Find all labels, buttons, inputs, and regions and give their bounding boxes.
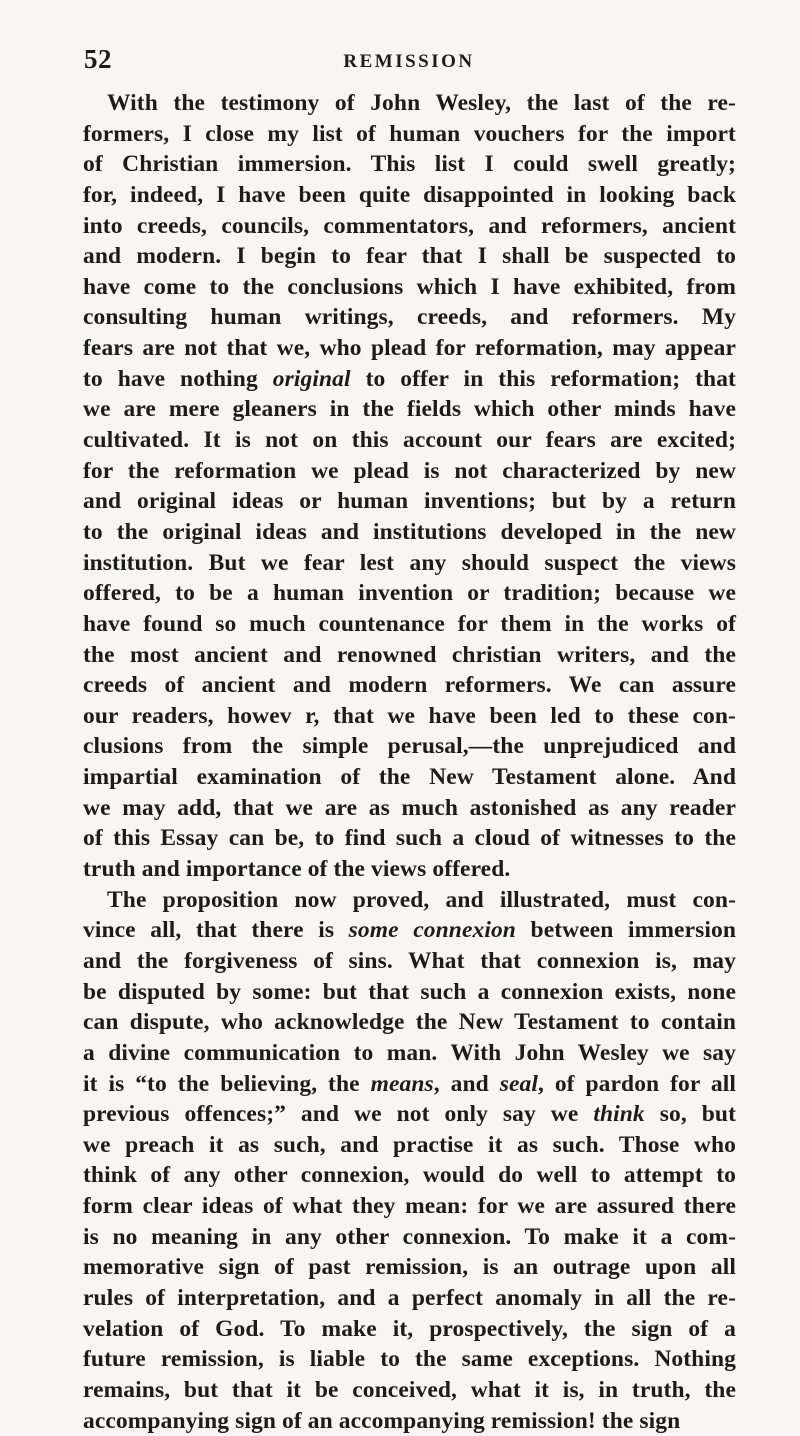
text-line: [83, 793, 736, 824]
text-segment: and the forgiveness of sins. What that connexion is, may: [83, 947, 736, 974]
italic-text: seal: [499, 1070, 538, 1097]
text-line: [83, 119, 736, 150]
italic-text: some connexion: [348, 917, 516, 944]
text-segment: previous offences;” and we not only say we: [83, 1101, 594, 1128]
text-line: [83, 394, 736, 425]
text-segment: can dispute, who acknowledge the New Testament to contain: [83, 1009, 736, 1036]
text-line: [83, 364, 736, 395]
text-segment: The proposition now proved, and illustrated, must con-: [107, 886, 736, 913]
text-line: [83, 1314, 736, 1345]
text-line: [83, 701, 736, 732]
text-segment: consulting human writings, creeds, and reformers. My: [83, 304, 736, 331]
text-line: [83, 946, 736, 977]
text-segment: institution. But we fear lest any should suspect the views: [83, 549, 736, 576]
text-segment: clusions from the simple perusal,—the unprejudiced and: [83, 733, 736, 760]
text-segment: of this Essay can be, to find such a cloud of witnesses to the: [83, 825, 736, 852]
text-segment: and original ideas or human inventions; but by a return: [83, 488, 736, 515]
running-head: REMISSION: [343, 51, 475, 72]
text-segment: we preach it as such, and practise it as such. Those who: [83, 1131, 736, 1158]
text-segment: of Christian immersion. This list I could swell greatly;: [83, 151, 736, 178]
body-text: [83, 88, 736, 1436]
text-segment: , of pardon for all: [537, 1070, 736, 1097]
text-segment: fears are not that we, who plead for reformation, may appear: [83, 335, 736, 362]
text-line: [83, 1038, 736, 1069]
text-line: [83, 88, 736, 119]
text-line: [83, 333, 736, 364]
text-segment: form clear ideas of what they mean: for we are assured there: [83, 1193, 736, 1220]
text-line: [83, 1069, 736, 1100]
text-line: [83, 670, 736, 701]
text-segment: , and: [433, 1070, 500, 1097]
text-line: [83, 854, 736, 885]
text-segment: is no meaning in any other connexion. To make it a com-: [83, 1223, 736, 1250]
text-segment: truth and importance of the views offered.: [83, 856, 511, 883]
text-line: [83, 1160, 736, 1191]
text-segment: memorative sign of past remission, is an outrage upon all: [83, 1254, 736, 1281]
text-segment: With the testimony of John Wesley, the last of the re-: [107, 90, 736, 116]
text-segment: we may add, that we are as much astonished as any reader: [83, 794, 736, 821]
text-line: [83, 486, 736, 517]
text-line: [83, 1222, 736, 1253]
text-segment: our readers, howev r, that we have been led to these con-: [83, 702, 736, 729]
text-line: [83, 425, 736, 456]
text-line: [83, 977, 736, 1008]
text-segment: to have nothing: [83, 365, 273, 392]
text-line: [83, 1344, 736, 1375]
text-line: [83, 823, 736, 854]
text-line: [83, 1007, 736, 1038]
text-line: [83, 578, 736, 609]
text-line: [83, 1375, 736, 1406]
text-segment: future remission, is liable to the same exceptions. Nothing: [83, 1346, 736, 1373]
text-segment: remains, but that it be conceived, what it is, in truth, the: [83, 1376, 736, 1403]
text-line: [83, 272, 736, 303]
text-line: [83, 640, 736, 671]
text-segment: accompanying sign of an accompanying remission! the sign: [83, 1407, 681, 1434]
text-line: [83, 149, 736, 180]
text-segment: have come to the conclusions which I have exhibited, from: [83, 273, 736, 300]
text-segment: impartial examination of the New Testament alone. And: [83, 764, 736, 791]
text-segment: creeds of ancient and modern reformers. We can assure: [83, 672, 736, 699]
text-line: [83, 915, 736, 946]
page-header: [84, 44, 734, 84]
text-segment: to the original ideas and institutions developed in the new: [83, 518, 736, 545]
italic-text: think: [593, 1101, 645, 1128]
text-line: [83, 241, 736, 272]
italic-text: means: [370, 1070, 434, 1097]
italic-text: original: [272, 365, 351, 392]
text-segment: velation of God. To make it, prospectively, the sign of a: [83, 1315, 736, 1342]
text-line: [83, 180, 736, 211]
text-line: [83, 885, 736, 916]
text-segment: be disputed by some: but that such a connexion exists, none: [83, 978, 736, 1005]
text-segment: vince all, that there is: [83, 917, 349, 944]
text-segment: offered, to be a human invention or tradition; because we: [83, 580, 736, 607]
text-line: [83, 1130, 736, 1161]
text-line: [83, 456, 736, 487]
page-number: 52: [84, 44, 112, 74]
text-segment: cultivated. It is not on this account our fears are excited;: [83, 427, 736, 454]
text-line: [83, 1191, 736, 1222]
text-line: [83, 1283, 736, 1314]
text-segment: have found so much countenance for them in the works of: [83, 610, 736, 637]
text-line: [83, 517, 736, 548]
text-line: [83, 211, 736, 242]
text-segment: for the reformation we plead is not characterized by new: [83, 457, 736, 484]
text-segment: into creeds, councils, commentators, and reformers, ancient: [83, 212, 736, 239]
text-segment: a divine communication to man. With John Wesley we say: [83, 1039, 736, 1066]
text-line: [83, 1099, 736, 1130]
text-line: [83, 1406, 736, 1436]
text-segment: to offer in this reformation; that: [350, 365, 736, 392]
text-line: [83, 762, 736, 793]
text-segment: formers, I close my list of human vouchers for the import: [83, 120, 736, 147]
text-segment: we are mere gleaners in the fields which other minds have: [83, 396, 736, 423]
text-segment: for, indeed, I have been quite disappointed in looking back: [83, 181, 736, 208]
text-line: [83, 609, 736, 640]
text-line: [83, 548, 736, 579]
text-segment: rules of interpretation, and a perfect anomaly in all the re-: [83, 1284, 736, 1311]
text-segment: the most ancient and renowned christian writers, and the: [83, 641, 736, 668]
text-line: [83, 731, 736, 762]
text-line: [83, 1252, 736, 1283]
text-segment: between immersion: [515, 917, 736, 944]
text-segment: it is “to the believing, the: [83, 1070, 371, 1097]
text-segment: so, but: [644, 1101, 736, 1128]
text-segment: and modern. I begin to fear that I shall be suspected to: [83, 243, 736, 270]
text-line: [83, 302, 736, 333]
text-segment: think of any other connexion, would do well to attempt to: [83, 1162, 736, 1189]
